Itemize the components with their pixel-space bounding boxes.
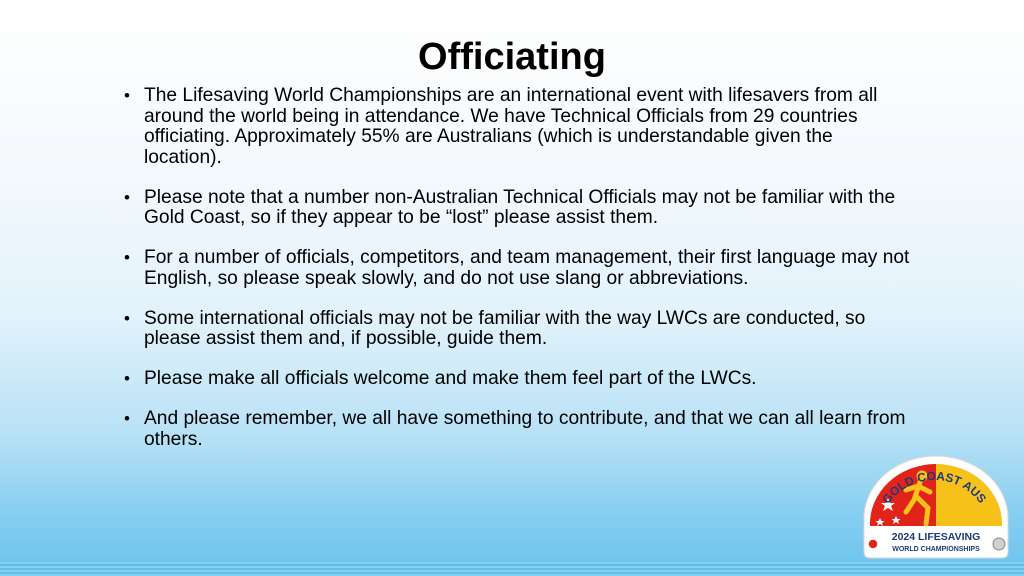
emblem-right-icon: [993, 538, 1005, 550]
bullet-list: [124, 86, 914, 470]
bullet-item: • And please remember, we all have something to contribute, and that we can all learn from others.: [124, 409, 914, 450]
bullet-item: • Please note that a number non-Australian Technical Officials may not be familiar with the Gold Coast, so if they appear to be “lost” please assist them.: [124, 188, 914, 229]
bullet-item: • The Lifesaving World Championships are an international event with lifesavers from all around the world being in attendance. We have Technical Officials from 29 countries officiating. Approximately 55% are Australians (which is understandable given the location).: [124, 86, 914, 168]
logo-arc-text: GOLD COAST AUS: [879, 468, 990, 507]
bullet-item: • Please make all officials welcome and make them feel part of the LWCs.: [124, 369, 914, 390]
slide-title: Officiating: [418, 36, 606, 78]
logo-line2: WORLD CHAMPIONSHIPS: [892, 546, 980, 553]
emblem-left-icon: [868, 539, 878, 549]
bullet-item: • For a number of officials, competitors, and team management, their first language may not English, so please speak slowly, and do not use slang or abbreviations.: [124, 248, 914, 289]
logo-line1: 2024 LIFESAVING: [891, 531, 981, 543]
bottom-decoration: [0, 562, 1024, 576]
bullet-item: • Some international officials may not be familiar with the way LWCs are conducted, so please assist them and, if possible, guide them.: [124, 309, 914, 350]
championship-logo: [860, 452, 1012, 560]
